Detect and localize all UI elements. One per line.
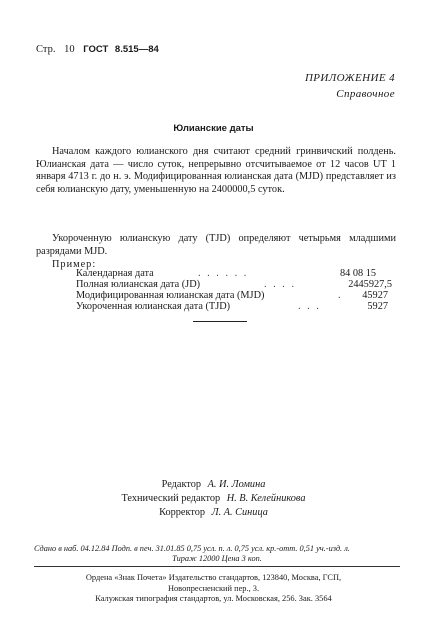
example-row-value: 5927 (367, 301, 388, 312)
paragraph-tjd (36, 233, 396, 258)
example-row-value: 84 08 15 (339, 268, 376, 279)
example-row-label: Модифицированная юлианская дата (MJD) (76, 290, 265, 301)
imprint-line: Тираж 12000 Цена 3 коп. (172, 554, 262, 563)
section-divider (193, 321, 247, 322)
paragraph-text: Началом каждого юлианского дня считают средний гринвичский полдень. Юлианская дата — число суток, непрерывно отсчитываемое от 12 часов UT 1 января 4713 г. до н. э. Модифицированная юлианская дата (MJD) представляет из себя юлианскую дату, уменьшенную на 2400000,5 суток. (36, 146, 396, 195)
example-row-label: Укороченная юлианская дата (TJD) (76, 301, 231, 312)
paragraph-definition (36, 146, 396, 196)
page-number: 10 (64, 44, 75, 55)
page-label: Стр. (36, 44, 56, 55)
credit-role: Корректор (159, 507, 206, 518)
credit-name: Л. А. Синица (211, 507, 268, 518)
imprint-line: Сдано в наб. 04.12.84 Подп. в печ. 31.01.85 0,75 усл. п. л. 0,75 усл. кр.-отт. 0,51 уч.-изд. л. (34, 544, 350, 553)
leader-dots: . (338, 290, 343, 301)
credit-name: Н. В. Келейникова (226, 493, 306, 504)
gost-number: 8.515—84 (114, 44, 159, 55)
leader-dots: . . . . . . (198, 268, 249, 279)
paragraph-text: Укороченную юлианскую дату (TJD) определяют четырьмя младшими разрядами MJD. (36, 233, 396, 257)
credit-proofreader (0, 506, 427, 520)
appendix-heading (305, 70, 395, 102)
publisher-line: Ордена «Знак Почета» Издательство стандартов, 123840, Москва, ГСП, (85, 573, 342, 582)
publisher-line: Калужская типография стандартов, ул. Московская, 256. Зак. 3564 (95, 594, 332, 603)
example-row-value: 2445927,5 (348, 279, 392, 290)
credit-tech-editor (0, 492, 427, 506)
appendix-title: ПРИЛОЖЕНИЕ 4 (304, 72, 395, 84)
publisher-line: Новопресненский пер., 3. (167, 583, 260, 593)
example-row-label: Календарная дата (76, 268, 154, 279)
leader-dots: . . . (298, 301, 321, 312)
example-label: Пример: (52, 259, 97, 270)
credit-role: Редактор (161, 479, 202, 490)
imprint-details (34, 544, 400, 563)
imprint-divider (34, 566, 400, 567)
example-row-label: Полная юлианская дата (JD) (76, 279, 201, 290)
credit-role: Технический редактор (121, 493, 221, 504)
leader-dots: . . . . (264, 279, 297, 290)
example-row (76, 301, 392, 313)
example-row-value: 45927 (362, 290, 388, 301)
gost-label: ГОСТ (83, 44, 109, 55)
section-title: Юлианские даты (173, 123, 254, 134)
credit-name: А. И. Ломина (207, 479, 266, 490)
credit-editor (0, 478, 427, 492)
running-header (36, 44, 159, 55)
publisher-info (0, 573, 427, 605)
appendix-subtitle: Справочное (336, 88, 395, 100)
